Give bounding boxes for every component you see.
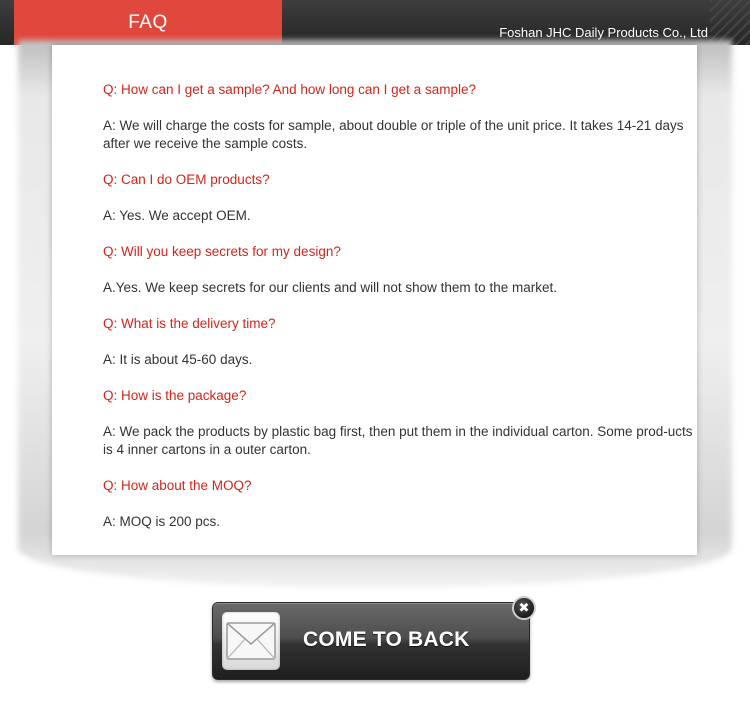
company-name: Foshan JHC Daily Products Co., Ltd	[499, 25, 708, 40]
faq-question: Q: How is the package?	[103, 388, 247, 403]
faq-answer: A: We pack the products by plastic bag first, then put them in the individual carton. Some prod-ucts is 4 inner cartons in a outer carton.	[103, 424, 693, 457]
faq-tab: FAQ	[14, 0, 282, 45]
header-stripes	[710, 0, 750, 45]
envelope-icon	[222, 612, 280, 670]
faq-answer: A: MOQ is 200 pcs.	[103, 514, 221, 529]
faq-answer: A.Yes. We keep secrets for our clients and will not show them to the market.	[103, 280, 557, 295]
header-bar	[0, 0, 750, 45]
close-icon[interactable]: ✖	[512, 596, 536, 620]
faq-question: Q: How can I get a sample? And how long can I get a sample?	[103, 82, 476, 97]
faq-answer: A: We will charge the costs for sample, about double or triple of the unit price. It takes 14-21 days after we receive the sample costs.	[103, 118, 684, 151]
faq-card	[52, 45, 697, 555]
faq-question: Q: How about the MOQ?	[103, 478, 252, 493]
faq-list	[103, 81, 693, 549]
come-to-back-button[interactable]	[212, 602, 530, 680]
faq-question: Q: Will you keep secrets for my design?	[103, 244, 341, 259]
come-to-back-label: COME TO BACK	[303, 628, 470, 651]
faq-question: Q: Can I do OEM products?	[103, 172, 270, 187]
faq-answer: A: It is about 45-60 days.	[103, 352, 253, 367]
faq-question: Q: What is the delivery time?	[103, 316, 276, 331]
faq-answer: A: Yes. We accept OEM.	[103, 208, 251, 223]
